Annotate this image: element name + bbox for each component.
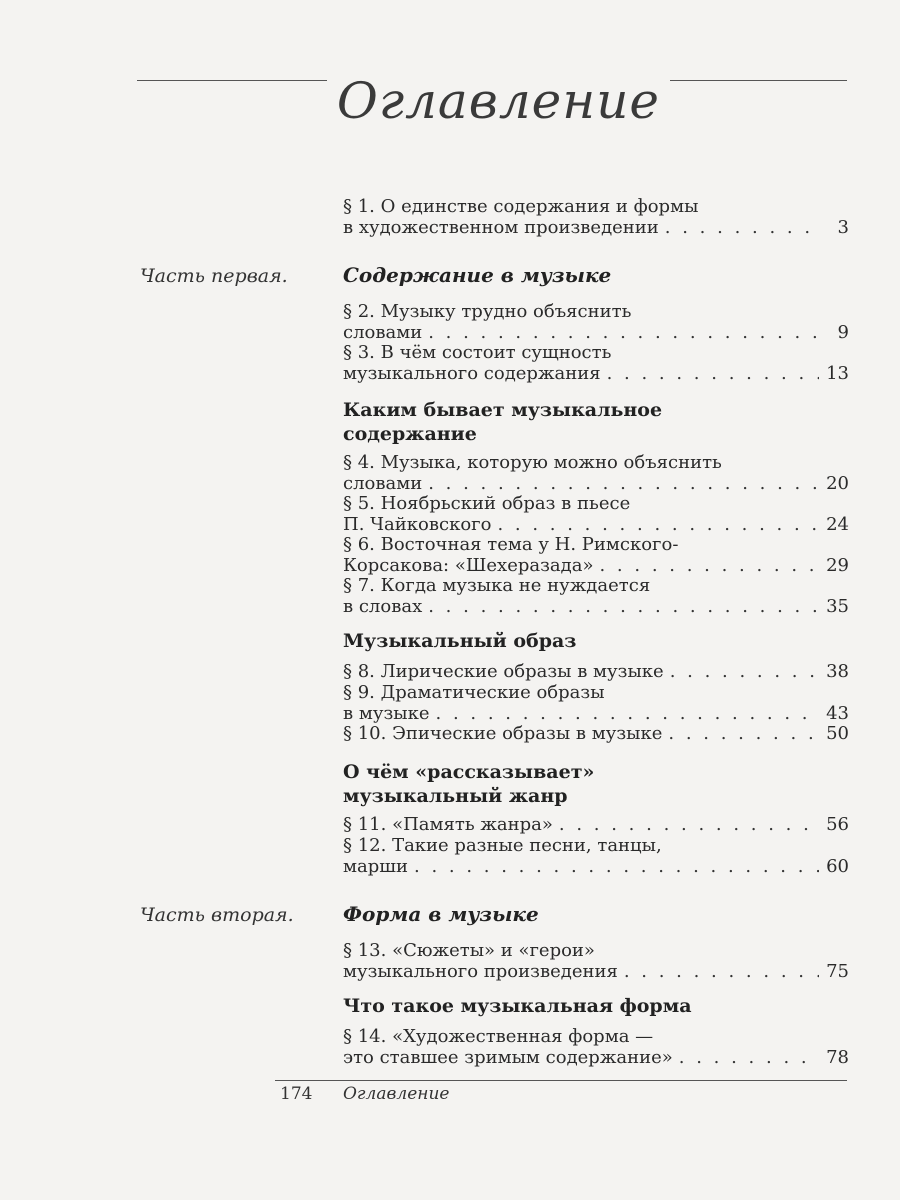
toc-entry-text: § 1. О единстве содержания и формы <box>343 196 699 217</box>
toc-entry-11[interactable] <box>343 814 849 835</box>
leader-dots <box>428 473 819 494</box>
toc-page-number: 38 <box>826 661 849 682</box>
part-two-label: Часть вторая. <box>140 904 294 926</box>
leader-dots <box>436 703 820 724</box>
toc-entry-14[interactable] <box>343 1026 849 1068</box>
section-heading[interactable] <box>343 398 763 446</box>
section-heading-line: содержание <box>343 423 477 445</box>
leader-dots <box>607 363 819 384</box>
toc-entry-text: марши <box>343 856 408 877</box>
leader-dots <box>428 596 819 617</box>
toc-entry-text: § 9. Драматические образы <box>343 682 605 703</box>
toc-entry-10[interactable] <box>343 723 849 744</box>
leader-dots <box>559 814 819 835</box>
toc-entry-text: § 14. «Художественная форма — <box>343 1026 654 1047</box>
toc-entry-6[interactable] <box>343 534 849 576</box>
leader-dots <box>599 555 819 576</box>
footer-page-number: 174 <box>280 1084 313 1104</box>
toc-page-number: 29 <box>826 555 849 576</box>
section-heading-line: Музыкальный образ <box>343 630 577 652</box>
toc-entry-text: § 4. Музыка, которую можно объяснить <box>343 452 722 473</box>
toc-entry-text: Корсакова: «Шехеразада» <box>343 555 594 576</box>
toc-page-number: 78 <box>826 1047 849 1068</box>
toc-entry-1[interactable] <box>343 196 849 238</box>
section-heading-line: Каким бывает музыкальное <box>343 399 663 421</box>
toc-entry-9[interactable] <box>343 682 849 724</box>
toc-entry-text: в художественном произведении <box>343 217 659 238</box>
part-two-title[interactable]: Форма в музыке <box>343 902 539 926</box>
toc-entry-text: П. Чайковского <box>343 514 492 535</box>
toc-entry-13[interactable] <box>343 940 849 982</box>
toc-entry-text: словами <box>343 473 423 494</box>
toc-entry-text: § 3. В чём состоит сущность <box>343 342 612 363</box>
footer-running-title: Оглавление <box>343 1084 450 1104</box>
leader-dots <box>428 322 819 343</box>
toc-entry-text: § 5. Ноябрьский образ в пьесе <box>343 493 631 514</box>
part-one-label: Часть первая. <box>140 265 288 287</box>
toc-entry-3[interactable] <box>343 342 849 384</box>
toc-page-number: 75 <box>826 961 849 982</box>
leader-dots <box>668 723 819 744</box>
section-heading[interactable] <box>343 994 763 1018</box>
section-heading[interactable] <box>343 629 763 653</box>
toc-entry-text: § 10. Эпические образы в музыке <box>343 723 663 744</box>
leader-dots <box>497 514 819 535</box>
section-heading[interactable] <box>343 760 763 808</box>
part-one-title[interactable]: Содержание в музыке <box>343 263 612 287</box>
toc-page-number: 9 <box>837 322 849 343</box>
toc-page-number: 3 <box>837 217 849 238</box>
leader-dots <box>679 1047 819 1068</box>
toc-entry-5[interactable] <box>343 493 849 535</box>
section-heading-line: музыкальный жанр <box>343 785 568 807</box>
toc-entry-text: словами <box>343 322 423 343</box>
page-title-text: Оглавление <box>327 72 670 130</box>
toc-entry-8[interactable] <box>343 661 849 682</box>
leader-dots <box>665 217 819 238</box>
leader-dots <box>414 856 819 877</box>
toc-page-number: 60 <box>826 856 849 877</box>
leader-dots <box>624 961 819 982</box>
toc-page-number: 50 <box>826 723 849 744</box>
toc-page-number: 13 <box>826 363 849 384</box>
section-heading-line: Что такое музыкальная форма <box>343 995 692 1017</box>
toc-page-number: 20 <box>826 473 849 494</box>
toc-entry-text: это ставшее зримым содержание» <box>343 1047 673 1068</box>
toc-page-number: 35 <box>826 596 849 617</box>
toc-page-number: 24 <box>826 514 849 535</box>
bottom-rule <box>275 1080 847 1081</box>
toc-entry-text: § 7. Когда музыка не нуждается <box>343 575 651 596</box>
toc-entry-text: в словах <box>343 596 423 617</box>
toc-entry-text: § 13. «Сюжеты» и «герои» <box>343 940 595 961</box>
toc-entry-text: музыкального произведения <box>343 961 618 982</box>
toc-entry-2[interactable] <box>343 301 849 343</box>
toc-entry-7[interactable] <box>343 575 849 617</box>
leader-dots <box>670 661 819 682</box>
toc-entry-text: § 6. Восточная тема у Н. Римского- <box>343 534 679 555</box>
toc-page-number: 43 <box>826 703 849 724</box>
toc-entry-text: музыкального содержания <box>343 363 601 384</box>
page-title <box>0 72 900 130</box>
toc-entry-text: в музыке <box>343 703 430 724</box>
toc-page-number: 56 <box>826 814 849 835</box>
toc-entry-text: § 11. «Память жанра» <box>343 814 553 835</box>
toc-entry-text: § 2. Музыку трудно объяснить <box>343 301 632 322</box>
toc-entry-text: § 12. Такие разные песни, танцы, <box>343 835 662 856</box>
section-heading-line: О чём «рассказывает» <box>343 761 595 783</box>
toc-entry-12[interactable] <box>343 835 849 877</box>
toc-entry-text: § 8. Лирические образы в музыке <box>343 661 664 682</box>
toc-entry-4[interactable] <box>343 452 849 494</box>
